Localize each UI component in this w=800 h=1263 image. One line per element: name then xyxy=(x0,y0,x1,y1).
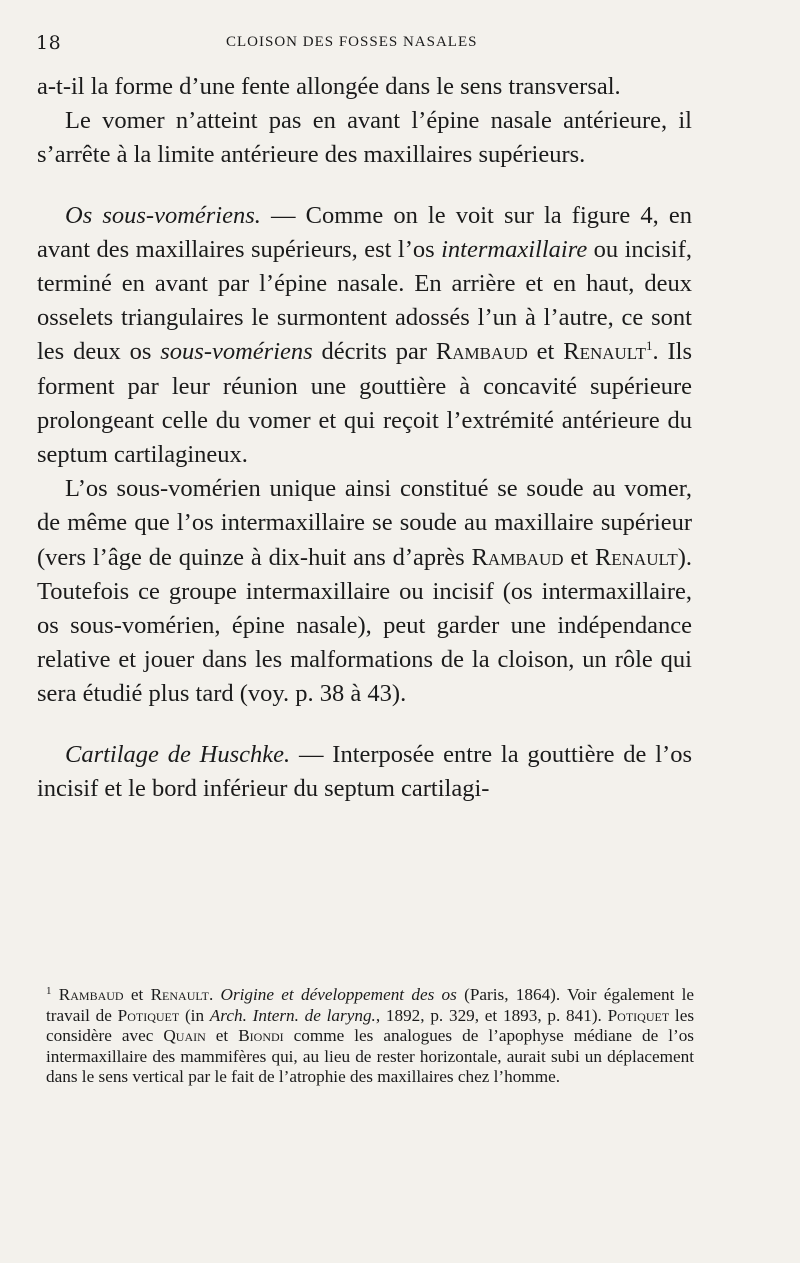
author-name: Renault xyxy=(594,543,678,571)
footnotes xyxy=(46,985,694,1088)
main-text xyxy=(37,70,692,806)
author-name: Renault xyxy=(150,985,209,1004)
paragraph: a-t-il la forme d’une fente allongée dans le sens transversal. xyxy=(37,73,621,100)
running-head: CLOISON DES FOSSES NASALES xyxy=(226,34,478,50)
journal-title: Arch. Intern. de laryng. xyxy=(209,1005,376,1025)
author-name: Biondi xyxy=(238,1026,284,1046)
paragraph: Le vomer n’atteint pas en avant l’épine nasale antérieure, il s’arrête à la limite antérieure des maxillaires supérieurs. xyxy=(37,107,692,169)
author-name: Rambaud xyxy=(58,985,124,1004)
emphasis: intermaxillaire xyxy=(441,235,588,263)
section-heading: Cartilage de Huschke. xyxy=(65,740,291,768)
work-title: Origine et développement des os xyxy=(220,985,457,1004)
author-name: Rambaud xyxy=(471,543,564,571)
author-name: Potiquet xyxy=(117,1005,180,1025)
author-name: Potiquet xyxy=(607,1005,670,1025)
author-name: Quain xyxy=(163,1026,206,1046)
page-number: 18 xyxy=(36,32,62,54)
paragraph-cartilage-de-huschke: Cartilage de Huschke. — Interposée entre la gouttière de l’os incisif et le bord inférieur du septum cartilagi- xyxy=(37,740,692,802)
paragraph: L’os sous-vomérien unique ainsi constitué se soude au vomer, de même que l’os intermaxillaire se soude au maxillaire supérieur (vers l’âge de quinze à dix-huit ans d’après Rambaud et Renault). Toutefois ce groupe intermaxillaire ou incisif (os intermaxillaire, os sous-vomérien, épine nasale), peut garder une indépendance relative et jouer dans les malformations de la cloison, un rôle qui sera étudié plus tard (voy. p. 38 à 43). xyxy=(37,475,692,708)
footnote-reference[interactable]: 1 xyxy=(646,338,653,354)
section-heading: Os sous-vomériens. xyxy=(65,201,261,229)
emphasis: sous-vomériens xyxy=(160,338,313,366)
page-header xyxy=(36,32,700,58)
footnote: $^1$ Rambaud et Renault. Origine et développement des os (Paris, 1864). Voir également le travail de Potiquet (in Arch. Intern. de laryng., 1892, p. 329, et 1893, p. 841). Potiquet les considère avec Quain et Biondi comme les analogues de l’apophyse médiane de l’os intermaxillaire des mammifères qui, au lieu de rester horizontale, aurait subi un déplacement dans le sens vertical par le fait de l’atrophie des maxillaires chez l’homme. xyxy=(46,985,695,1087)
author-name: Renault xyxy=(563,338,646,366)
footnote-mark: 1 xyxy=(46,985,52,997)
author-name: Rambaud xyxy=(435,338,528,366)
paragraph-os-sous-vomeriens: Os sous-vomériens. — Comme on le voit sur la figure 4, en avant des maxillaires supérieurs, est l’os intermaxillaire ou incisif, terminé en avant par l’épine nasale. En arrière et en haut, deux osselets triangulaires le surmontent adossés l’un à l’autre, ce sont les deux os sous-vomériens décrits par Rambaud et Renault$^1$. Ils forment par leur réunion une gouttière à concavité supérieure prolongeant celle du vomer et qui reçoit l’extrémité antérieure du septum cartilagineux. xyxy=(37,201,693,469)
